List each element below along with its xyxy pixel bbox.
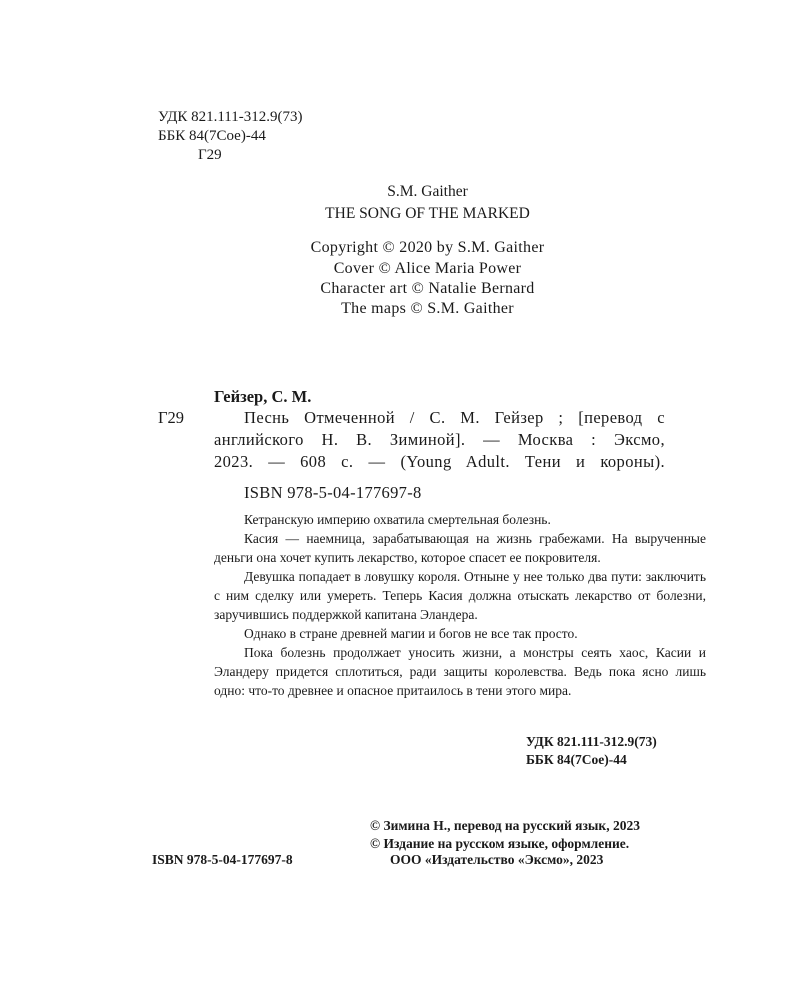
footer-isbn: ISBN 978-5-04-177697-8 — [152, 852, 293, 867]
catalog-line-3: 2023. — 608 с. — (Young Adult. Тени и короны). — [214, 452, 665, 471]
udk-code-top: УДК 821.111-312.9(73) — [158, 109, 303, 125]
annotation-paragraph: Пока болезнь продолжает уносить жизни, а монстры сеять хаос, Касии и Эландеру придется сплотиться, ради защиты королевства. Ведь пока ясно лишь одно: что-то древнее и опасное притаилось в тени этого мира. — [214, 645, 706, 698]
bbk-code-top: ББК 84(7Сое)-44 — [158, 128, 266, 144]
udk-code-bottom: УДК 821.111-312.9(73) — [526, 734, 657, 749]
credit-copyright: Copyright © 2020 by S.M. Gaither — [310, 239, 545, 256]
annotation-paragraph: Однако в стране древней магии и богов не все так просто. — [244, 626, 578, 641]
credit-character-art: Character art © Natalie Bernard — [320, 280, 535, 297]
annotation — [214, 510, 706, 700]
catalog-heading: Гейзер, С. М. — [214, 387, 312, 406]
catalog-line-2: английского Н. В. Зиминой]. — Москва : Эксмо, — [214, 430, 665, 449]
catalog-line-1: Песнь Отмеченной / С. М. Гейзер ; [перевод с — [244, 408, 665, 427]
original-title: THE SONG OF THE MARKED — [325, 205, 530, 222]
bbk-code-bottom: ББК 84(7Сое)-44 — [526, 752, 627, 767]
author-mark-top: Г29 — [198, 147, 222, 163]
credit-maps: The maps © S.M. Gaither — [341, 300, 514, 317]
annotation-paragraph: Девушка попадает в ловушку короля. Отныне у нее только два пути: заключить с ним сделку или умереть. Теперь Касия должна отыскать лекарство от болезни, заручившись поддержкой капитана Эландера. — [214, 569, 706, 622]
catalog-mark: Г29 — [158, 408, 185, 427]
copyright-edition: © Издание на русском языке, оформление. — [370, 836, 630, 851]
annotation-paragraph: Кетранскую империю охватила смертельная болезнь. — [244, 512, 551, 527]
catalog-isbn: ISBN 978-5-04-177697-8 — [244, 483, 422, 502]
credit-cover: Cover © Alice Maria Power — [333, 260, 522, 277]
annotation-paragraph: Касия — наемница, зарабатывающая на жизнь грабежами. На вырученные деньги она хочет купить лекарство, которое спасет ее покровителя. — [214, 531, 706, 565]
copyright-publisher: ООО «Издательство «Эксмо», 2023 — [390, 852, 604, 867]
original-author: S.M. Gaither — [387, 183, 468, 200]
copyright-translation: © Зимина Н., перевод на русский язык, 2023 — [370, 818, 640, 833]
